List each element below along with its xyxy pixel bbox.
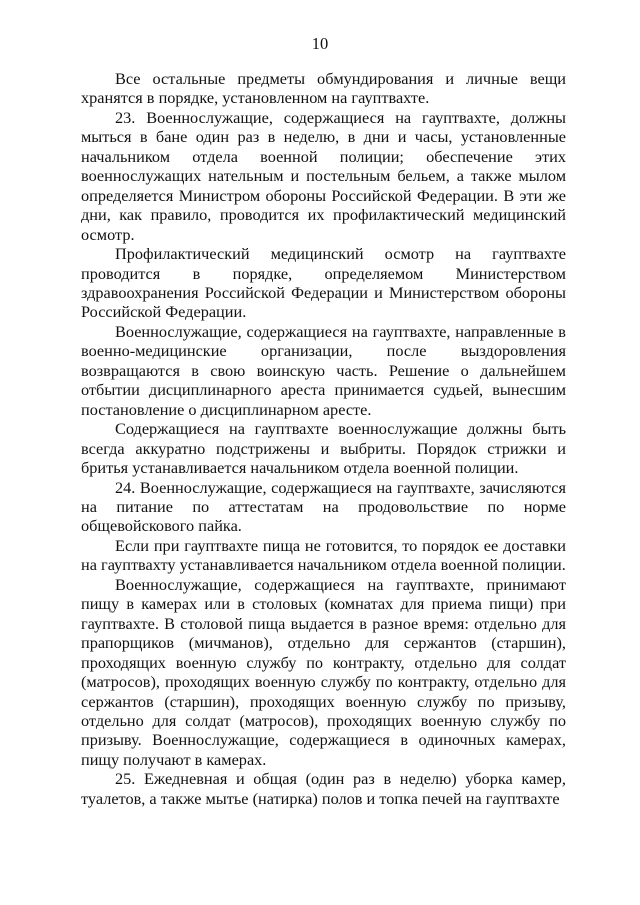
paragraph-medical-exam: Профилактический медицинский осмотр на гауптвахте проводится в порядке, определяемом Министерством здравоохранения Российской Федерации и Министерством обороны Российской Федерации. bbox=[81, 244, 566, 322]
paragraph-personal-items: Все остальные предметы обмундирования и личные вещи хранятся в порядке, установленном на гауптвахте. bbox=[81, 69, 566, 108]
paragraph-23-bath: 23. Военнослужащие, содержащиеся на гауптвахте, должны мыться в бане один раз в неделю, в дни и часы, установленные начальником отдела военной полиции; обеспечение этих военнослужащих нательным и постельным бельем, а также мылом определяется Министром обороны Российской Федерации. В эти же дни, как правило, проводится их профилактический медицинский осмотр. bbox=[81, 107, 566, 244]
paragraph-haircut-shave: Содержащиеся на гауптвахте военнослужащие должны быть всегда аккуратно подстрижены и выбриты. Порядок стрижки и бритья устанавливается начальником отдела военной полиции. bbox=[81, 419, 566, 478]
paragraph-meal-order: Военнослужащие, содержащиеся на гауптвахте, принимают пищу в камерах или в столовых (комнатах для приема пищи) при гауптвахте. В столовой пища выдается в разное время: отдельно для прапорщиков (мичманов), отдельно для сержантов (старшин), проходящих военную службу по контракту, отдельно для солдат (матросов), проходящих военную службу по контракту, отдельно для сержантов (старшин), проходящих военную службу по призыву, отдельно для солдат (матросов), проходящих военную службу по призыву. Военнослужащие, содержащиеся в одиночных камерах, пищу получают в камерах. bbox=[81, 574, 566, 769]
paragraph-food-delivery: Если при гауптвахте пища не готовится, то порядок ее доставки на гауптвахту устанавливается начальником отдела военной полиции. bbox=[81, 535, 566, 575]
paragraph-medical-organizations: Военнослужащие, содержащиеся на гауптвахте, направленные в военно-медицинские организации, после выздоровления возвращаются в свою воинскую часть. Решение о дальнейшем отбытии дисциплинарного ареста принимается судьей, вынесшим постановление о дисциплинарном аресте. bbox=[81, 321, 566, 419]
paragraph-24-rations: 24. Военнослужащие, содержащиеся на гауптвахте, зачисляются на питание по аттестатам на продовольствие по норме общевойскового пайка. bbox=[81, 477, 566, 536]
document-body bbox=[81, 69, 566, 808]
paragraph-25-cleaning: 25. Ежедневная и общая (один раз в неделю) уборка камер, туалетов, а также мытье (натирка) полов и топка печей на гауптвахте bbox=[81, 769, 566, 808]
page-number: 10 bbox=[311, 34, 329, 53]
